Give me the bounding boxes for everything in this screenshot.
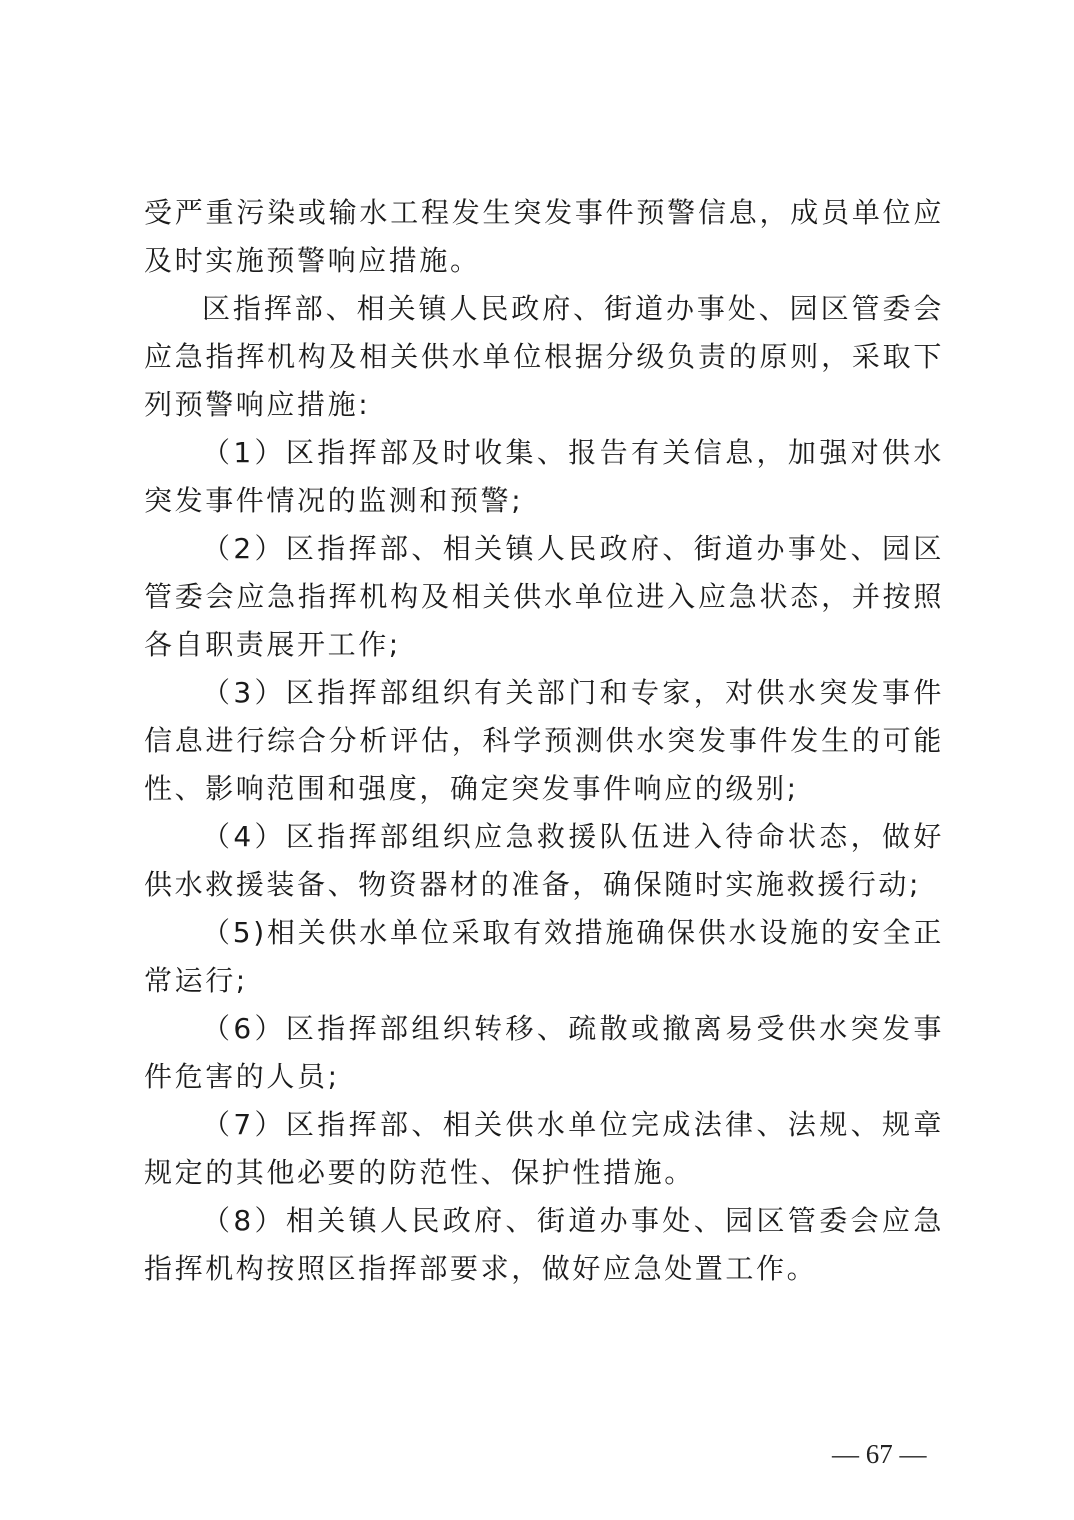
- paragraph-item-2: （2）区指挥部、相关镇人民政府、街道办事处、园区管委会应急指挥机构及相关供水单位进入应急状态，并按照各自职责展开工作;: [144, 532, 944, 661]
- paragraph-item-1: （1）区指挥部及时收集、报告有关信息，加强对供水突发事件情况的监测和预警;: [144, 436, 944, 517]
- paragraph-item-4: （4）区指挥部组织应急救援队伍进入待命状态，做好供水救援装备、物资器材的准备，确保随时实施救援行动;: [144, 820, 944, 901]
- page-number: — 67 —: [832, 1439, 927, 1469]
- paragraph-continuation: 受严重污染或输水工程发生突发事件预警信息，成员单位应及时实施预警响应措施。: [144, 196, 944, 277]
- document-body: [144, 189, 944, 1293]
- paragraph-item-3: （3）区指挥部组织有关部门和专家，对供水突发事件信息进行综合分析评估，科学预测供水突发事件发生的可能性、影响范围和强度，确定突发事件响应的级别;: [144, 676, 944, 805]
- paragraph-intro: 区指挥部、相关镇人民政府、街道办事处、园区管委会应急指挥机构及相关供水单位根据分级负责的原则，采取下列预警响应措施:: [144, 292, 944, 421]
- paragraph-item-7: （7）区指挥部、相关供水单位完成法律、法规、规章规定的其他必要的防范性、保护性措施。: [144, 1108, 944, 1189]
- paragraph-item-5: （5)相关供水单位采取有效措施确保供水设施的安全正常运行;: [144, 916, 944, 997]
- paragraph-item-6: （6）区指挥部组织转移、疏散或撤离易受供水突发事件危害的人员;: [144, 1012, 944, 1093]
- paragraph-item-8: （8）相关镇人民政府、街道办事处、园区管委会应急指挥机构按照区指挥部要求，做好应急处置工作。: [144, 1204, 944, 1285]
